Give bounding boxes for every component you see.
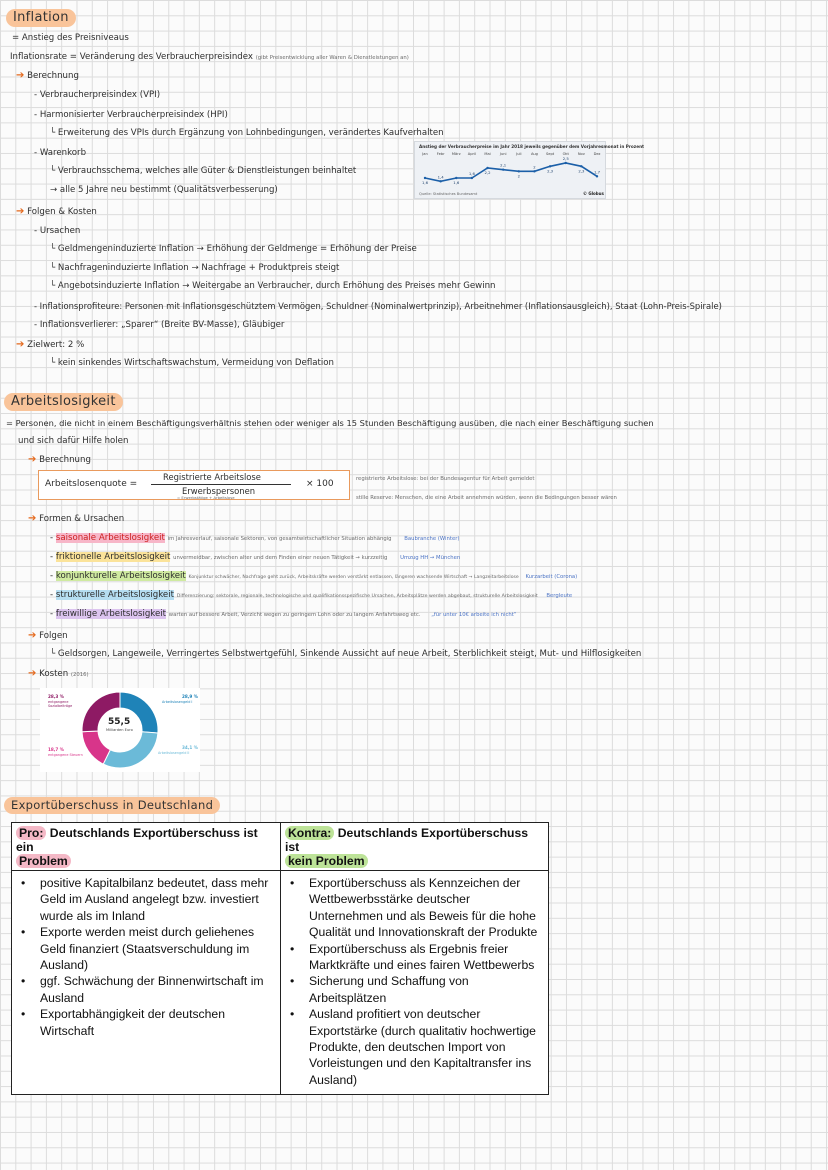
- formula-numerator: Registrierte Arbeitslose: [163, 472, 261, 482]
- donut-label-steuern-pct: 18,7 %: [48, 747, 64, 752]
- vpi-item: - Verbraucherpreisindex (VPI): [34, 90, 161, 100]
- contra-tag: Kontra:: [285, 826, 334, 840]
- mini-chart-point: [518, 170, 520, 172]
- mini-chart-month-label: Nov: [577, 152, 585, 156]
- arbeit-berechnung-label: Berechnung: [39, 455, 91, 465]
- bullet-icon: •: [21, 1007, 26, 1022]
- mini-chart-month-label: Febr: [436, 152, 445, 156]
- arbeit-kosten: [28, 668, 89, 679]
- contra-item-text: Exportüberschuss als Kennzeichen der Wettbewerbsstärke deutscher Unternehmen und als Beweis für die hohe Qualität und Innovationskraft der Produkte: [309, 876, 538, 940]
- list-item: [285, 973, 544, 1006]
- mini-chart-point: [533, 170, 535, 172]
- zielwert: [16, 339, 84, 350]
- mini-chart-month-label: Jan: [422, 152, 428, 156]
- mini-chart-value-label: 2,5: [562, 156, 569, 161]
- form-strukturell-name: strukturelle Arbeitslosigkeit: [55, 590, 174, 600]
- form-saisonal-example: Baubranche (Winter): [404, 536, 460, 542]
- mini-chart-value-label: 2,1: [500, 162, 507, 168]
- mini-chart-month-label: Dez: [593, 152, 601, 156]
- form-konjunkturell: - konjunkturelle Arbeitslosigkeit Konjunktur schwächer, Nachfrage geht zurück, Arbeitskräfte werden verstärkt entlassen, längeren wachsende Wirtschaft → Langzeitarbeitslose Kurzarbeit (Corona): [50, 571, 578, 581]
- bullet-icon: •: [21, 974, 26, 989]
- form-friktionell: - friktionelle Arbeitslosigkeit unvermeidbar, zwischen alter und dem Finden einer neuen Tätigkeit → kurzzeitig Umzug HH → München: [50, 552, 461, 562]
- inflation-rate-text: Veränderung des Verbraucherpreisindex: [79, 52, 253, 62]
- mini-chart-value-label: 2: [533, 164, 536, 170]
- zielwert-label: Zielwert: 2 %: [27, 340, 85, 350]
- inflation-rate-label: Inflationsrate =: [10, 52, 77, 62]
- hvpi-item: - Harmonisierter Verbraucherpreisindex (HPI): [34, 110, 228, 120]
- table-header-row: [12, 823, 549, 871]
- form-friktionell-desc: unvermeidbar, zwischen alter und dem Finden einer neuen Tätigkeit → kurzzeitig: [173, 555, 388, 561]
- inflationsprofiteure: - Inflationsprofiteure: Personen mit Inflationsgeschütztem Vermögen, Schuldner (Nominalwertprinzip), Arbeitnehmer (Inflationsausgleich), Staat (Lohn-Preis-Spirale): [34, 301, 722, 311]
- inflation-definition: = Anstieg des Preisniveaus: [12, 33, 129, 43]
- list-item: [16, 973, 276, 1006]
- form-freiwillig: - freiwillige Arbeitslosigkeit warten auf bessere Arbeit, Verzicht wegen zu geringem Lohn oder zu langem Anfahrtsweg etc. „für unter 10€ arbeite ich nicht“: [50, 609, 517, 619]
- list-item: [16, 875, 276, 924]
- globus-logo: © Globus: [583, 191, 604, 196]
- ursache-3: └ Angebotsinduzierte Inflation → Weitergabe an Verbraucher, durch Erhöhung des Preises mehr Gewinn: [50, 281, 496, 291]
- arrow-icon: ➔: [16, 206, 25, 217]
- mini-chart-value-label: 2: [517, 173, 521, 179]
- mini-chart-point: [424, 177, 426, 179]
- pro-header: [12, 823, 281, 871]
- mini-chart-point: [596, 175, 598, 177]
- kosten-donut-card: [40, 688, 200, 772]
- arbeit-kosten-year: (2016): [70, 672, 89, 678]
- form-strukturell-desc: Differenzierung: sektorale, regionale, technologische und qualifikationsspezifische Ursachen, Arbeitsplätze werden abgebaut, strukturelle Arbeitslosigkeit: [176, 594, 538, 599]
- mini-chart-point: [502, 168, 504, 170]
- warenkorb-sub: └ Verbrauchsschema, welches alle Güter & Dienstleistungen beinhaltet: [50, 166, 357, 176]
- arbeit-kosten-label: Kosten: [39, 669, 69, 679]
- donut-segment-1: [103, 732, 158, 768]
- inflation-berechnung: [16, 70, 79, 81]
- arrow-icon: ➔: [16, 70, 25, 81]
- ursache-2: └ Nachfrageninduzierte Inflation → Nachfrage + Produktpreis steigt: [50, 263, 340, 273]
- arrow-icon: ➔: [28, 513, 37, 524]
- inflation-rate-note: (gibt Preisentwicklung aller Waren & Dienstleistungen an): [255, 55, 409, 61]
- arrow-icon: ➔: [28, 668, 37, 679]
- pro-tag: Pro:: [16, 826, 46, 840]
- form-friktionell-name: friktionelle Arbeitslosigkeit: [55, 552, 171, 562]
- pro-item-text: ggf. Schwächung der Binnenwirtschaft im Ausland: [40, 974, 264, 1005]
- inflation-rate-line: [10, 52, 409, 62]
- mini-chart-month-label: Juli: [516, 152, 522, 156]
- pro-cell: [12, 871, 281, 1095]
- formula-times: × 100: [306, 479, 334, 489]
- contra-head: Deutschlands Exportüberschuss ist: [285, 826, 529, 854]
- arbeit-folgen-label: Folgen: [39, 631, 68, 641]
- arrow-icon: ➔: [28, 630, 37, 641]
- contra-item-text: Ausland profitiert von deutscher Exportstärke (durch qualitativ hochwertige Produkte, den deutschen Import von Vorleistungen und den Kapitaltransfer ins Ausland): [309, 1007, 536, 1087]
- mini-chart-value-label: 1,6: [421, 180, 429, 185]
- bullet-icon: •: [290, 941, 295, 956]
- warenkorb-item: - Warenkorb: [34, 148, 87, 158]
- zielwert-sub: └ kein sinkendes Wirtschaftswachstum, Vermeidung von Deflation: [50, 358, 334, 368]
- mini-chart-month-label: April: [467, 152, 477, 156]
- form-strukturell: - strukturelle Arbeitslosigkeit Differenzierung: sektorale, regionale, technologische und qualifikationsspezifische Ursachen, Arbeitsplätze werden abgebaut, strukturelle Arbeitslosigkeit Bergleute: [50, 590, 573, 600]
- mini-chart-point: [455, 177, 457, 179]
- form-freiwillig-desc: warten auf bessere Arbeit, Verzicht wegen zu geringem Lohn oder zu langem Anfahrtsweg etc.: [168, 612, 421, 618]
- contra-item-text: Exportüberschuss als Ergebnis freier Marktkräfte und eines fairen Wettbewerbs: [309, 941, 535, 973]
- mini-chart-line: [425, 163, 597, 181]
- arrow-icon: ➔: [16, 339, 25, 350]
- bullet-icon: •: [290, 974, 295, 989]
- folgen-kosten-label: Folgen & Kosten: [27, 207, 97, 217]
- mini-chart-point: [471, 177, 473, 179]
- arrow-icon: ➔: [28, 454, 37, 465]
- pro-head-2: Problem: [16, 854, 71, 868]
- form-saisonal-name: saisonale Arbeitslosigkeit: [55, 533, 165, 543]
- contra-item-text: Sicherung und Schaffung von Arbeitsplätzen: [309, 974, 469, 1005]
- bullet-icon: •: [290, 1007, 295, 1022]
- formula-label: Arbeitslosenquote =: [45, 479, 138, 489]
- pro-contra-table: [11, 822, 549, 1095]
- mini-chart-point: [439, 180, 441, 182]
- mini-chart-value-label: 1,7: [593, 169, 601, 175]
- contra-cell: [281, 871, 549, 1095]
- form-freiwillig-example: „für unter 10€ arbeite ich nicht“: [431, 612, 517, 618]
- form-freiwillig-name: freiwillige Arbeitslosigkeit: [55, 609, 167, 619]
- list-item: [285, 875, 544, 941]
- contra-header: [281, 823, 549, 871]
- contra-head-2: kein Problem: [285, 854, 368, 868]
- bullet-icon: •: [21, 925, 26, 940]
- form-friktionell-example: Umzug HH → München: [400, 555, 461, 561]
- list-item: [16, 924, 276, 973]
- inflationsverlierer: - Inflationsverlierer: „Sparer“ (Breite BV-Masse), Gläubiger: [34, 320, 285, 330]
- inflation-chart-image: [414, 141, 645, 199]
- formen-ursachen-label: Formen & Ursachen: [39, 514, 125, 524]
- hvpi-sub: └ Erweiterung des VPIs durch Ergänzung von Lohnbedingungen, verändertes Kaufverhalten: [50, 128, 444, 138]
- pro-head: Deutschlands Exportüberschuss ist ein: [16, 826, 258, 854]
- section-title-arbeitslosigkeit: Arbeitslosigkeit: [4, 393, 123, 411]
- mini-chart-value-label: 1,6: [453, 180, 460, 185]
- bullet-icon: •: [21, 876, 26, 890]
- formula-box: [38, 470, 350, 500]
- formula-note-2: stille Reserve: Menschen, die eine Arbeit annehmen würden, wenn die Bedingungen besser wären: [356, 495, 617, 501]
- warenkorb-sub2: → alle 5 Jahre neu bestimmt (Qualitätsverbesserung): [50, 185, 278, 195]
- donut-center-value: 55,5: [108, 717, 131, 727]
- mini-chart-plot: [415, 150, 605, 198]
- ursachen-item: - Ursachen: [34, 226, 81, 236]
- pro-item-text: positive Kapitalbilanz bedeutet, dass mehr Geld im Ausland angelegt bzw. investiert wurde als im Inland: [40, 876, 269, 923]
- mini-chart-point: [580, 165, 582, 167]
- formula-note-1: registrierte Arbeitslose: bei der Bundesagentur für Arbeit gemeldet: [356, 476, 535, 482]
- mini-chart-value-label: 1,6: [468, 171, 475, 176]
- formula-denominator: Erwerbspersonen: [182, 486, 256, 496]
- mini-chart-value-label: 2,2: [484, 170, 491, 175]
- form-konjunkturell-name: konjunkturelle Arbeitslosigkeit: [55, 571, 186, 581]
- mini-chart-month-label: Sept: [545, 152, 555, 156]
- table-body-row: [12, 871, 549, 1095]
- mini-chart-point: [565, 162, 567, 164]
- mini-chart-value-label: 2,3: [547, 168, 554, 174]
- donut-label-sozial-pct: 28,3 %: [48, 694, 64, 699]
- ursache-1: └ Geldmengeninduzierte Inflation → Erhöhung der Geldmenge = Erhöhung der Preise: [50, 244, 417, 254]
- pro-item-text: Exportabhängigkeit der deutschen Wirtschaft: [40, 1007, 225, 1038]
- section-title-export: Exportüberschuss in Deutschland: [4, 797, 220, 814]
- arbeit-berechnung: [28, 454, 91, 465]
- form-saisonal: - saisonale Arbeitslosigkeit im Jahresverlauf, saisonale Sektoren, von gesamtwirtschaftlicher Situation abhängig Baubranche (Winter): [50, 533, 460, 543]
- fraction-line: [151, 484, 291, 485]
- mini-chart-point: [486, 167, 488, 169]
- form-saisonal-desc: im Jahresverlauf, saisonale Sektoren, von gesamtwirtschaftlicher Situation abhängig: [167, 536, 392, 542]
- list-item: [285, 941, 544, 974]
- donut-label-steuern: entgangene Steuern: [48, 753, 83, 757]
- mini-chart-month-label: März: [451, 152, 461, 156]
- formula-denominator-sub: = Erwerbstätige + Arbeitslose: [177, 495, 235, 500]
- mini-chart-month-label: Mai: [484, 152, 491, 156]
- mini-chart-title: Anstieg der Verbraucherpreise im Jahr 2018 jeweils gegenüber dem Vorjahresmonat in Prozent: [419, 144, 645, 149]
- mini-chart-source: Quelle: Statistisches Bundesamt: [419, 192, 478, 196]
- formen-ursachen: [28, 513, 124, 524]
- mini-chart-month-label: Aug: [530, 152, 538, 156]
- form-konjunkturell-desc: Konjunktur schwächer, Nachfrage geht zurück, Arbeitskräfte werden verstärkt entlassen, längeren wachsende Wirtschaft → Langzeitarbeitslose: [188, 575, 519, 580]
- form-strukturell-example: Bergleute: [546, 593, 573, 599]
- contra-list: [285, 875, 544, 1088]
- mini-chart-month-label: Okt: [562, 152, 569, 156]
- donut-segment-2: [82, 731, 110, 764]
- form-konjunkturell-example: Kurzarbeit (Corona): [525, 574, 578, 580]
- arbeit-folgen: [28, 630, 68, 641]
- donut-label-alg2-pct: 34,1 %: [182, 745, 198, 750]
- pro-list: [16, 875, 276, 1039]
- donut-label-alg1: Arbeitslosengeld I: [162, 700, 193, 704]
- arbeit-folgen-sub: └ Geldsorgen, Langeweile, Verringertes Selbstwertgefühl, Sinkende Aussicht auf neue Arbeit, Sterblichkeit steigt, Mut- und Hilflosigkeiten: [50, 649, 642, 659]
- bullet-icon: •: [290, 876, 295, 890]
- list-item: [285, 1006, 544, 1088]
- mini-chart-month-label: Juni: [499, 152, 507, 156]
- donut-label-sozial: entgangene Sozialbeiträge: [48, 700, 73, 708]
- donut-label-alg1-pct: 28,9 %: [182, 694, 198, 699]
- pro-item-text: Exporte werden meist durch geliehenes Geld finanziert (Staatsverschuldung im Ausland): [40, 925, 255, 973]
- list-item: [16, 1006, 276, 1039]
- mini-chart-point: [549, 165, 551, 167]
- section-title-inflation: Inflation: [6, 9, 76, 27]
- mini-chart-value-label: 1,4: [437, 174, 444, 180]
- donut-label-alg2: Arbeitslosengeld II: [158, 751, 190, 755]
- folgen-kosten: [16, 206, 97, 217]
- arbeit-definition-1: = Personen, die nicht in einem Beschäftigungsverhältnis stehen oder weniger als 15 Stunden Beschäftigung ausüben, die nach einer Beschäftigung suchen: [6, 418, 654, 428]
- arbeit-definition-2: und sich dafür Hilfe holen: [18, 436, 129, 446]
- mini-chart-value-label: 2,3: [578, 168, 585, 174]
- inflation-berechnung-label: Berechnung: [27, 71, 79, 81]
- donut-center-unit: Milliarden Euro: [106, 728, 133, 732]
